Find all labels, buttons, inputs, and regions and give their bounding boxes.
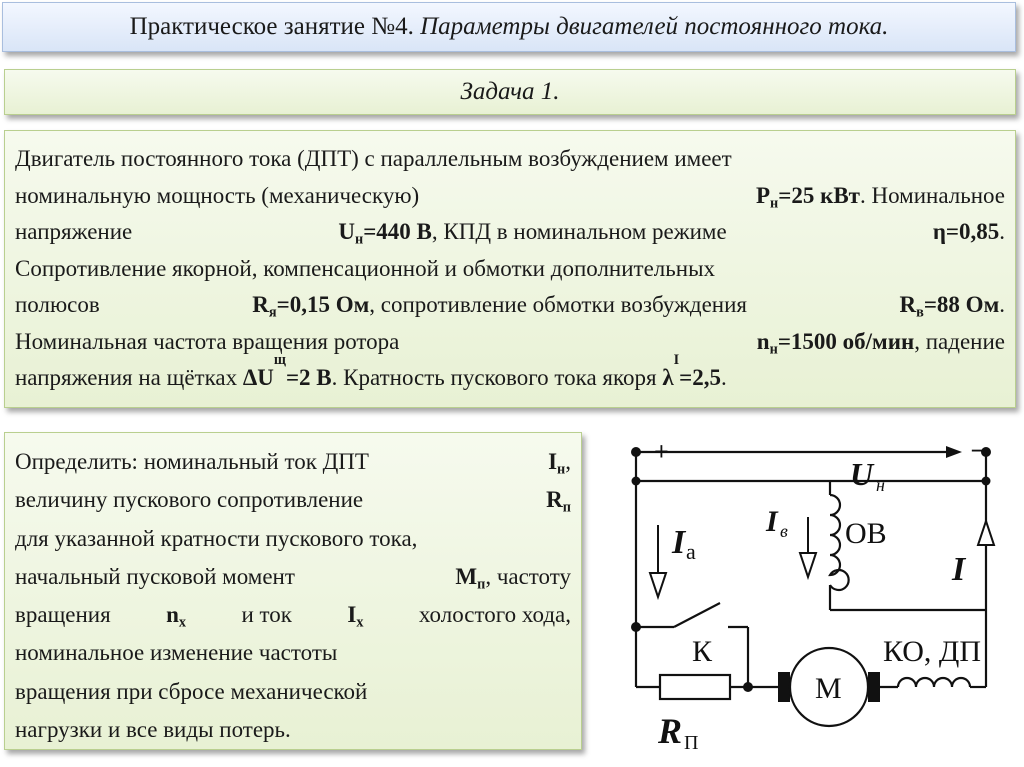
switch-label: К xyxy=(692,635,713,668)
param-lambda-value: =2,5 xyxy=(679,365,722,390)
condition-line-4 xyxy=(15,251,1005,288)
find-m-symbol: M xyxy=(455,563,478,589)
task-banner xyxy=(4,69,1016,115)
find-text: номинальное изменение частоты xyxy=(15,640,338,666)
find-line-4 xyxy=(15,558,571,596)
param-u-sub: н xyxy=(354,231,364,248)
find-text: для указанной кратности пускового тока, xyxy=(15,525,418,551)
condition-line-7 xyxy=(15,352,1005,397)
condition-text: , КПД в номинальном режиме xyxy=(431,219,727,244)
param-u-symbol: U xyxy=(338,219,355,244)
title-normal: Практическое занятие №4. xyxy=(129,13,414,40)
condition-text: Сопротивление якорной, компенсационной и обмотки дополнительных xyxy=(15,255,716,281)
find-nx-sub: x xyxy=(178,614,187,631)
condition-text: номинальную мощность (механическую) xyxy=(15,182,420,208)
param-rv-sub: в xyxy=(916,304,924,321)
param-n-symbol: n xyxy=(756,328,770,354)
find-text: и ток xyxy=(241,602,292,628)
find-line-8 xyxy=(15,711,571,749)
condition-line-2 xyxy=(15,178,1005,215)
param-rv-value: =88 Ом xyxy=(923,292,1000,317)
find-i-symbol: I xyxy=(548,449,558,474)
find-line-6 xyxy=(15,634,571,672)
condition-text: . xyxy=(721,365,727,390)
param-du-value: =2 В xyxy=(285,365,332,390)
find-line-7 xyxy=(15,673,571,711)
line-current-label: I xyxy=(952,551,966,588)
voltage-label: U xyxy=(850,456,874,492)
param-n-value: =1500 об/мин xyxy=(777,328,915,354)
condition-text: . xyxy=(999,219,1005,244)
find-text: вращения при сбросе механической xyxy=(15,678,368,704)
find-text: начальный пусковой момент xyxy=(15,563,295,589)
field-winding-label: ОВ xyxy=(845,517,887,550)
field-current-label: I xyxy=(766,505,778,538)
condition-text: . Номинальное xyxy=(859,182,1005,208)
condition-line-6 xyxy=(15,324,1005,361)
find-ix-sub: x xyxy=(356,614,364,631)
condition-text: , падение xyxy=(914,328,1005,354)
starting-resistor-icon xyxy=(660,675,730,699)
armature-current-label: I xyxy=(672,524,686,561)
param-lambda-symbol: λ xyxy=(662,365,674,390)
find-nx-symbol: n xyxy=(166,602,179,628)
find-r-symbol: R xyxy=(546,487,563,513)
find-line-2 xyxy=(15,481,571,519)
find-text: величину пускового сопротивление xyxy=(15,487,364,513)
param-u-value: =440 В xyxy=(363,219,432,244)
param-lambda-sub: I xyxy=(673,352,680,368)
condition-text: напряжения на щётках xyxy=(15,365,238,390)
compensation-winding-coil-icon xyxy=(898,678,970,687)
param-du-symbol: ΔU xyxy=(242,365,274,390)
param-eta: η=0,85 xyxy=(932,219,1000,244)
param-du-sub: щ xyxy=(273,352,286,368)
condition-text: Двигатель постоянного тока (ДПТ) с параллельным возбуждением имеет xyxy=(15,146,732,171)
condition-line-5 xyxy=(15,287,1005,324)
param-n-sub: н xyxy=(769,340,778,357)
find-text: холостого хода, xyxy=(418,602,571,628)
condition-text: . Кратность пускового тока якоря xyxy=(331,365,657,390)
find-ix-symbol: I xyxy=(347,602,357,628)
find-line-5 xyxy=(15,596,571,634)
find-line-1 xyxy=(15,443,571,481)
dc-motor-circuit-diagram xyxy=(600,425,1020,765)
voltage-sub: н xyxy=(876,475,885,495)
condition-text: , сопротивление обмотки возбуждения xyxy=(369,292,747,317)
condition-text: полюсов xyxy=(15,292,100,317)
find-r-sub: п xyxy=(562,499,571,516)
param-ra-value: =0,15 Ом xyxy=(276,292,370,317)
condition-text: напряжение xyxy=(15,219,133,244)
plus-label: + xyxy=(654,437,669,466)
arrow-right-icon xyxy=(946,446,962,458)
condition-line-1 xyxy=(15,141,1005,178)
compensation-winding-label: КО, ДП xyxy=(883,635,982,668)
resistor-sub: П xyxy=(684,732,699,754)
resistor-label: R xyxy=(658,711,683,751)
find-text: , частоту xyxy=(485,563,571,589)
condition-text: . xyxy=(999,292,1005,317)
find-text: нагрузки и все виды потерь. xyxy=(15,717,291,743)
armature-current-sub: а xyxy=(686,539,696,564)
condition-box xyxy=(4,130,1016,408)
param-rv-symbol: R xyxy=(899,292,917,317)
find-m-sub: п xyxy=(477,576,486,593)
task-label: Задача 1. xyxy=(460,78,560,105)
condition-line-3 xyxy=(15,214,1005,251)
condition-text: Номинальная частота вращения ротора xyxy=(15,328,400,354)
param-p-symbol: P xyxy=(755,182,770,208)
find-i-sub: н xyxy=(557,461,566,478)
find-text: вращения xyxy=(15,602,111,628)
param-p-value: =25 кВт xyxy=(778,182,860,208)
find-text: Определить: номинальный ток ДПТ xyxy=(15,449,369,474)
motor-label: М xyxy=(815,672,842,705)
find-box xyxy=(4,432,582,750)
current-arrows xyxy=(650,517,994,597)
title-italic: Параметры двигателей постоянного тока. xyxy=(420,13,889,40)
title-banner xyxy=(2,2,1016,52)
minus-label: – xyxy=(972,434,985,463)
find-text: , xyxy=(565,449,571,474)
find-line-3 xyxy=(15,520,571,558)
param-p-sub: н xyxy=(770,194,779,211)
field-current-sub: в xyxy=(780,521,788,541)
param-ra-sub: я xyxy=(268,304,277,321)
param-ra-symbol: R xyxy=(252,292,269,317)
